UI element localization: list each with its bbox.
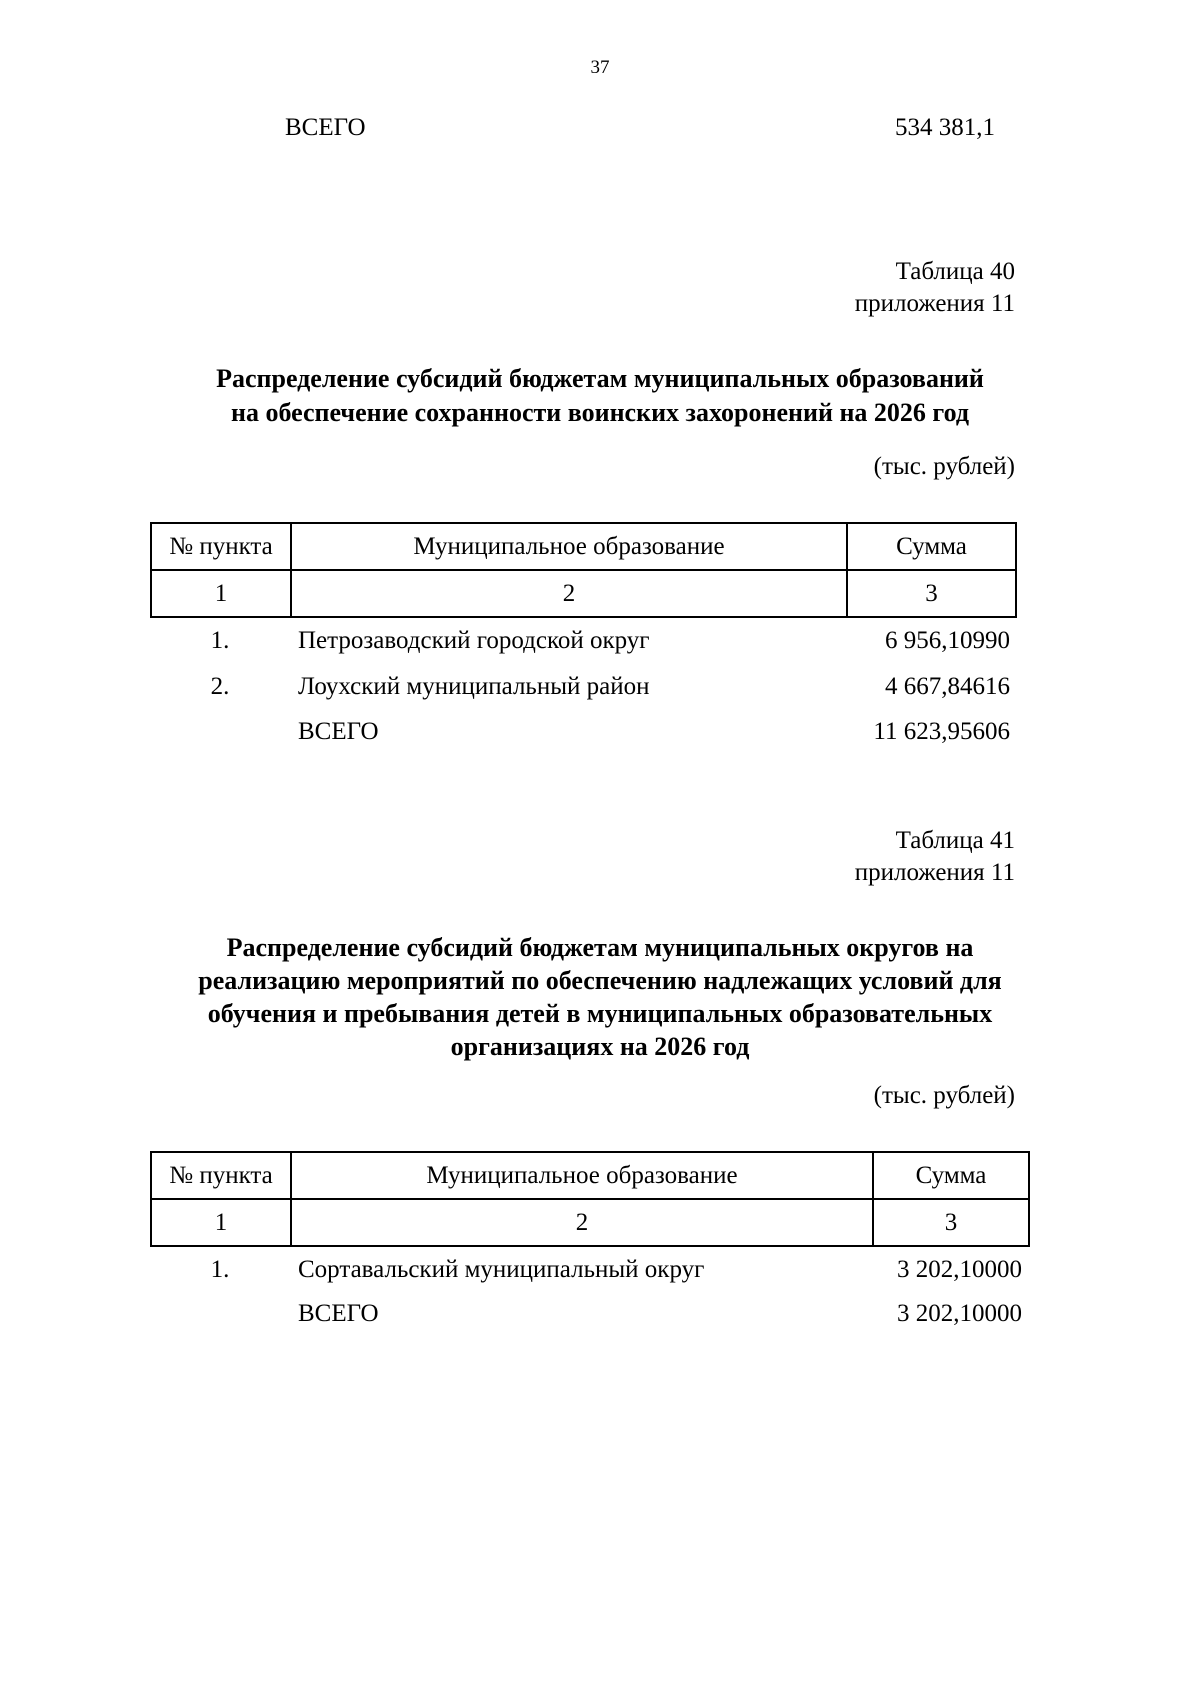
table41-caption-line1: Распределение субсидий бюджетам муниципальных округов на (226, 933, 974, 962)
table41-header-name: Муниципальное образование (291, 1152, 873, 1199)
table40-header-row (151, 523, 1016, 570)
table40-colnum-2: 2 (291, 570, 847, 617)
table40-header-num: № пункта (151, 523, 291, 570)
table40-caption-line2: на обеспечение сохранности воинских захоронений на 2026 год (231, 398, 969, 427)
table41-label: Таблица 41 (895, 827, 1015, 854)
table41-colnum-2: 2 (291, 1199, 873, 1246)
table41-total-value: 3 202,10000 (897, 1300, 1022, 1327)
table41-row-name: Сортавальский муниципальный округ (298, 1256, 705, 1283)
table41-total-label: ВСЕГО (298, 1300, 379, 1327)
table40-total-value: 11 623,95606 (873, 718, 1010, 745)
table40-header (150, 522, 1017, 618)
table41-appendix: приложения 11 (854, 859, 1015, 886)
table40-row-num: 2. (210, 673, 230, 700)
table40-units: (тыс. рублей) (873, 453, 1015, 480)
table41-caption-line4: организациях на 2026 год (450, 1032, 750, 1061)
table41-header-sum: Сумма (873, 1152, 1029, 1199)
prev-total-label: ВСЕГО (285, 114, 366, 141)
table41-colnum-1: 1 (151, 1199, 291, 1246)
table40-row-sum: 4 667,84616 (885, 673, 1010, 700)
table40-header-name: Муниципальное образование (291, 523, 847, 570)
table40-row-name: Лоухский муниципальный район (298, 673, 650, 700)
table41-colnum-row (151, 1199, 1029, 1246)
table40-caption-line1: Распределение субсидий бюджетам муниципальных образований (216, 364, 984, 393)
table41-caption-line3: обучения и пребывания детей в муниципальных образовательных (207, 999, 993, 1028)
table41-colnum-3: 3 (873, 1199, 1029, 1246)
table40-colnum-3: 3 (847, 570, 1016, 617)
table40-row-num: 1. (210, 627, 230, 654)
table40-label: Таблица 40 (895, 258, 1015, 285)
table40-colnum-1: 1 (151, 570, 291, 617)
table40-total-label: ВСЕГО (298, 718, 379, 745)
table41-header (150, 1151, 1030, 1247)
table41-header-num: № пункта (151, 1152, 291, 1199)
table41-caption-line2: реализацию мероприятий по обеспечению надлежащих условий для (198, 966, 1002, 995)
page-number: 37 (590, 57, 610, 78)
table41-units: (тыс. рублей) (873, 1082, 1015, 1109)
table40-colnum-row (151, 570, 1016, 617)
table40-header-sum: Сумма (847, 523, 1016, 570)
table41-header-row (151, 1152, 1029, 1199)
table41-row-num: 1. (210, 1256, 230, 1283)
table40-row-name: Петрозаводский городской округ (298, 627, 650, 654)
table41-row-sum: 3 202,10000 (897, 1256, 1022, 1283)
table40-appendix: приложения 11 (854, 290, 1015, 317)
prev-total-value: 534 381,1 (895, 114, 995, 141)
table40-row-sum: 6 956,10990 (885, 627, 1010, 654)
